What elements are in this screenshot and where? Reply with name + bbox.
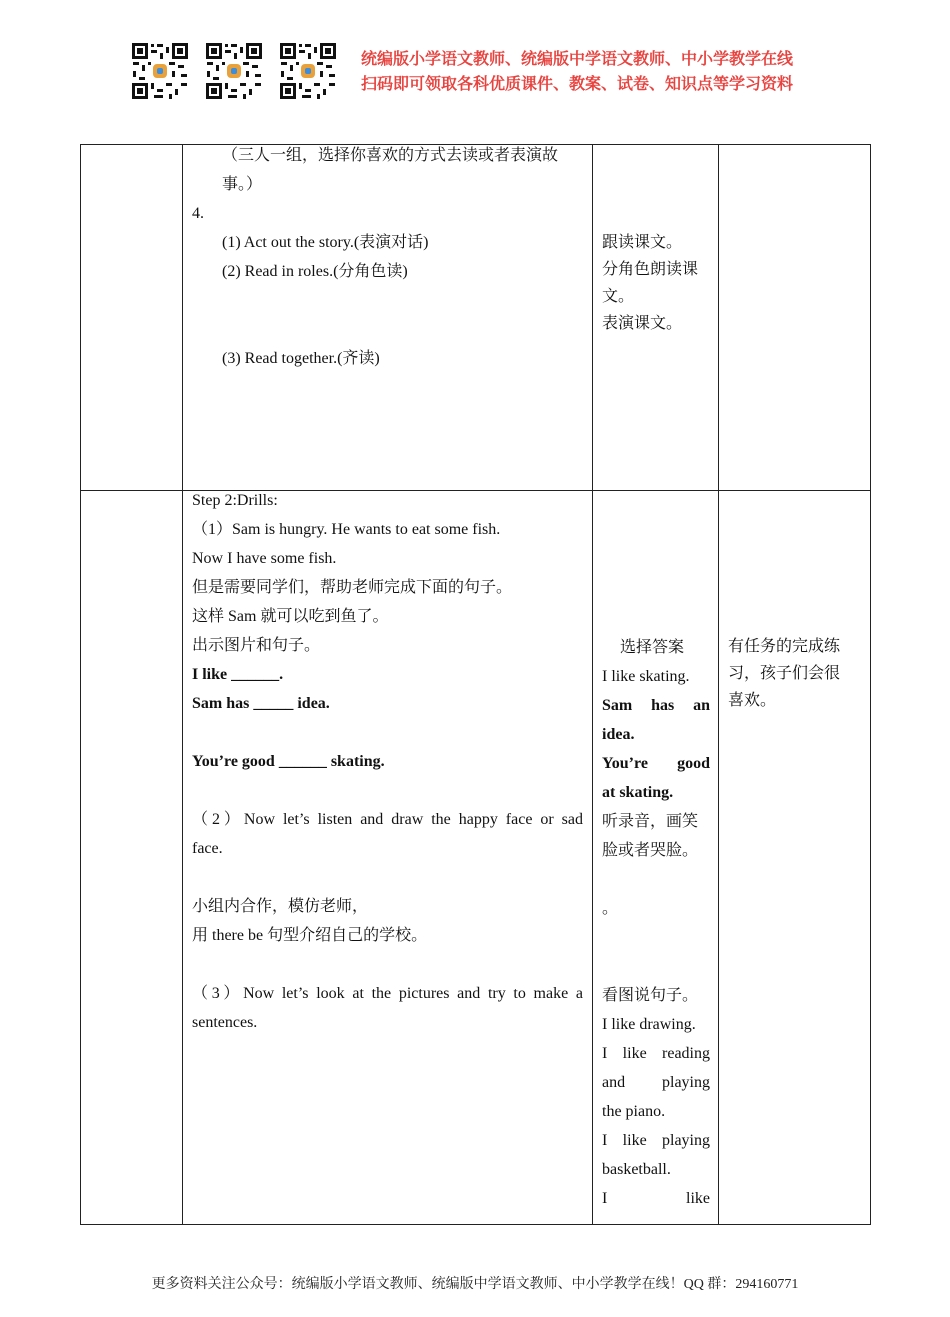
row2-note-cell	[728, 633, 863, 714]
design-note-line: 有任务的完成练	[728, 638, 841, 655]
content-line: （3）Now let’s look at the pictures and try to make a	[192, 985, 583, 1002]
step-number: 4.	[192, 205, 204, 222]
content-line: 出示图片和句子。	[192, 637, 321, 654]
group-instruction-line: （三人一组，选择你喜欢的方式去读或者表演故	[222, 147, 559, 164]
qr-code-icon	[279, 42, 337, 100]
student-activity-line: I like	[602, 1190, 710, 1207]
row1-content-cell	[192, 141, 587, 373]
student-activity-line: 分角色朗读课	[602, 261, 699, 278]
column-divider	[182, 145, 183, 1224]
column-divider	[592, 145, 593, 1224]
fill-blank-sentence: Sam has _____ idea.	[192, 695, 330, 712]
activity-item: (3) Read together.(齐读)	[222, 350, 380, 367]
content-line: 这样 Sam 就可以吃到鱼了。	[192, 608, 389, 625]
student-activity-line: and playing	[602, 1074, 710, 1091]
content-line: 但是需要同学们，帮助老师完成下面的句子。	[192, 579, 513, 596]
row2-content-cell	[192, 486, 583, 1037]
student-activity-line: 表演课文。	[602, 315, 683, 332]
row1-student-cell	[602, 229, 710, 337]
student-activity-line: I like playing	[602, 1132, 710, 1149]
header-promo-text	[361, 46, 793, 96]
student-activity-line: You’re good	[602, 755, 710, 772]
student-activity-line: 。	[602, 900, 619, 917]
student-activity-line: 看图说句子。	[602, 987, 699, 1004]
page-footer: 更多资料关注公众号：统编版小学语文教师、统编版中学语文教师、中小学教学在线！QQ 群：294160771	[151, 1277, 799, 1292]
student-activity-line: 选择答案	[620, 639, 685, 656]
fill-blank-sentence: I like ______.	[192, 666, 284, 683]
page-header	[0, 0, 950, 120]
activity-item: (2) Read in roles.(分角色读)	[222, 263, 408, 280]
student-activity-line: the piano.	[602, 1103, 666, 1120]
design-note-line: 喜欢。	[728, 692, 777, 709]
student-activity-line: 听录音，画笑	[602, 813, 699, 830]
header-line-2: 扫码即可领取各科优质课件、教案、试卷、知识点等学习资料	[361, 74, 794, 93]
lesson-table	[80, 144, 871, 1225]
student-activity-line: I like drawing.	[602, 1016, 696, 1033]
activity-item: (1) Act out the story.(表演对话)	[222, 234, 429, 251]
student-activity-line: idea.	[602, 726, 635, 743]
student-activity-line: 跟读课文。	[602, 234, 683, 251]
content-line: Now I have some fish.	[192, 550, 337, 567]
row2-student-cell	[602, 633, 710, 1213]
student-activity-line: Sam has an	[602, 697, 710, 714]
content-line: （2）Now let’s listen and draw the happy face or sad	[192, 811, 583, 828]
content-line: （1）Sam is hungry. He wants to eat some fish.	[192, 521, 501, 538]
content-line: face.	[192, 840, 223, 857]
qr-code-icon	[205, 42, 263, 100]
group-instruction-line: 事。）	[222, 176, 263, 193]
step-title: Step 2:Drills:	[192, 492, 278, 509]
student-activity-line: 文。	[602, 288, 635, 305]
design-note-line: 习，孩子们会很	[728, 665, 841, 682]
student-activity-line: 脸或者哭脸。	[602, 842, 699, 859]
fill-blank-sentence: You’re good ______ skating.	[192, 753, 385, 770]
student-activity-line: I like skating.	[602, 668, 690, 685]
content-line: sentences.	[192, 1014, 258, 1031]
header-line-1: 统编版小学语文教师、统编版中学语文教师、中小学教学在线	[361, 49, 794, 68]
column-divider	[718, 145, 719, 1224]
content-line: 用 there be 句型介绍自己的学校。	[192, 927, 428, 944]
student-activity-line: I like reading	[602, 1045, 710, 1062]
content-line: 小组内合作，模仿老师，	[192, 898, 369, 915]
student-activity-line: at skating.	[602, 784, 674, 801]
qr-code-icon	[131, 42, 189, 100]
student-activity-line: basketball.	[602, 1161, 671, 1178]
